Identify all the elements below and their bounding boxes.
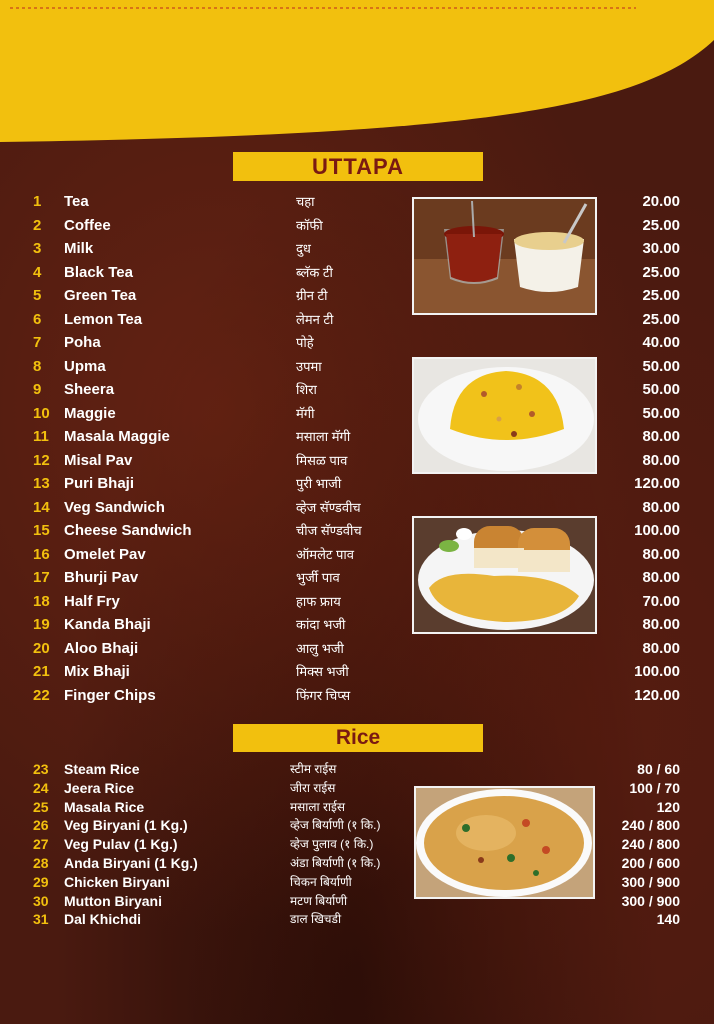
menu-item-row (0, 613, 714, 636)
menu-item-number: 20 (33, 639, 50, 657)
menu-item-name-marathi: भुर्जी पाव (296, 570, 340, 585)
menu-item-price: 50.00 (642, 381, 680, 398)
menu-item-name: Chicken Biryani (64, 873, 170, 890)
menu-item-price: 50.00 (642, 357, 680, 375)
menu-item-row (0, 190, 714, 213)
menu-item-number: 3 (33, 240, 42, 257)
menu-item-name: Tea (64, 193, 89, 210)
section-title-rice: Rice (233, 724, 483, 752)
menu-item-name: Maggie (64, 404, 116, 422)
menu-item-name-marathi: पोहे (296, 335, 314, 350)
menu-item-name: Misal Pav (64, 451, 133, 469)
menu-item-name-marathi: कॉफी (296, 217, 323, 233)
menu-item-price: 80.00 (642, 569, 680, 586)
menu-item-row (0, 873, 714, 892)
menu-item-name: Veg Sandwich (64, 498, 165, 516)
menu-item-row (0, 543, 714, 566)
menu-item-row (0, 779, 714, 798)
menu-item-row (0, 816, 714, 835)
menu-item-price: 240 / 800 (621, 817, 680, 834)
menu-item-row (0, 760, 714, 779)
menu-item-number: 19 (33, 616, 50, 633)
menu-item-price: 25.00 (642, 287, 680, 304)
menu-item-name-marathi: मसाला मॅगी (296, 429, 351, 444)
menu-item-name: Bhurji Pav (64, 569, 139, 586)
menu-item-name-marathi: ऑमलेट पाव (296, 546, 355, 562)
menu-item-number: 26 (33, 817, 49, 834)
menu-item-name-marathi: व्हेज पुलाव (१ कि.) (290, 837, 374, 852)
menu-item-number: 22 (33, 686, 50, 704)
menu-item-row (0, 496, 714, 519)
menu-item-row (0, 308, 714, 331)
menu-item-number: 12 (33, 451, 50, 469)
menu-item-price: 120.00 (634, 475, 680, 492)
menu-item-price: 70.00 (642, 592, 680, 610)
menu-item-price: 25.00 (642, 263, 680, 281)
menu-item-number: 6 (33, 310, 42, 328)
menu-item-name: Dal Khichdi (64, 911, 142, 928)
menu-item-number: 23 (33, 761, 49, 777)
menu-item-name-marathi: फिंगर चिप्स (296, 687, 351, 703)
menu-item-name-marathi: दुध (296, 241, 311, 256)
menu-item-name-marathi: व्हेज सॅण्डवीच (296, 499, 361, 515)
menu-item-row (0, 378, 714, 401)
menu-item-name-marathi: स्टीम राईस (290, 762, 337, 776)
menu-item-row (0, 566, 714, 589)
menu-item-row (0, 910, 714, 929)
menu-item-name: Upma (64, 357, 106, 375)
menu-item-number: 7 (33, 334, 42, 351)
menu-item-name: Finger Chips (64, 686, 156, 704)
menu-item-price: 30.00 (642, 240, 680, 257)
menu-item-price: 120 (656, 798, 680, 815)
menu-item-price: 20.00 (642, 193, 680, 210)
menu-item-row (0, 284, 714, 307)
menu-item-name-marathi: चिकन बिर्याणी (290, 874, 352, 889)
menu-item-number: 17 (33, 569, 50, 586)
menu-item-price: 100.00 (634, 522, 680, 539)
menu-item-row (0, 798, 714, 817)
menu-item-price: 300 / 900 (621, 873, 680, 890)
menu-item-number: 24 (33, 779, 49, 796)
menu-item-name-marathi: जीरा राईस (290, 780, 336, 795)
menu-item-name-marathi: ब्लॅक टी (296, 264, 333, 280)
menu-item-name: Masala Rice (64, 798, 145, 815)
menu-item-price: 100.00 (634, 663, 680, 680)
menu-item-name: Sheera (64, 381, 115, 398)
menu-item-row (0, 892, 714, 911)
menu-item-price: 40.00 (642, 334, 680, 351)
menu-item-name: Jeera Rice (64, 779, 135, 796)
menu-item-name-marathi: लेमन टी (296, 311, 334, 327)
menu-item-row (0, 355, 714, 378)
sheera-photo (412, 357, 597, 474)
menu-item-name: Steam Rice (64, 761, 140, 777)
menu-item-price: 80.00 (642, 616, 680, 633)
menu-item-number: 4 (33, 263, 42, 281)
menu-item-name-marathi: मटण बिर्याणी (290, 893, 348, 908)
menu-item-name-marathi: मिक्स भजी (296, 664, 349, 679)
menu-item-number: 2 (33, 216, 42, 234)
menu-item-name: Mix Bhaji (64, 663, 130, 680)
menu-item-row (0, 214, 714, 237)
menu-item-name: Aloo Bhaji (64, 639, 139, 657)
menu-item-row (0, 835, 714, 854)
menu-item-name-marathi: ग्रीन टी (296, 288, 328, 303)
menu-item-name: Masala Maggie (64, 428, 170, 445)
menu-item-number: 27 (33, 836, 49, 853)
menu-item-number: 9 (33, 381, 42, 398)
menu-item-name: Coffee (64, 216, 111, 234)
menu-item-number: 15 (33, 522, 50, 539)
menu-item-row (0, 449, 714, 472)
menu-item-number: 31 (33, 911, 49, 928)
menu-item-row (0, 261, 714, 284)
menu-item-price: 80.00 (642, 451, 680, 469)
menu-item-number: 5 (33, 287, 42, 304)
menu-item-number: 25 (33, 798, 49, 815)
menu-item-price: 300 / 900 (621, 892, 680, 909)
menu-item-row (0, 637, 714, 660)
section-title-uttapa: UTTAPA (233, 152, 483, 181)
menu-item-row (0, 472, 714, 495)
menu-item-name: Mutton Biryani (64, 892, 162, 909)
menu-item-row (0, 402, 714, 425)
menu-item-number: 30 (33, 892, 49, 909)
menu-item-name-marathi: मॅगी (296, 405, 315, 421)
menu-item-row (0, 590, 714, 613)
menu-item-name: Black Tea (64, 263, 133, 281)
menu-item-number: 21 (33, 663, 50, 680)
menu-item-price: 120.00 (634, 686, 680, 704)
menu-item-name: Anda Biryani (1 Kg.) (64, 855, 198, 871)
menu-item-number: 29 (33, 873, 49, 890)
menu-item-name-marathi: कांदा भजी (296, 617, 346, 632)
menu-item-price: 25.00 (642, 310, 680, 328)
menu-item-name: Veg Pulav (1 Kg.) (64, 836, 178, 853)
menu-item-number: 8 (33, 357, 42, 375)
menu-item-price: 100 / 70 (629, 779, 680, 796)
menu-item-price: 80.00 (642, 545, 680, 563)
menu-item-price: 140 (656, 911, 680, 928)
menu-item-name-marathi: अंडा बिर्याणी (१ कि.) (290, 856, 381, 870)
menu-item-row (0, 684, 714, 707)
menu-item-name-marathi: पुरी भाजी (296, 476, 342, 491)
menu-item-name: Cheese Sandwich (64, 522, 192, 539)
menu-item-name-marathi: शिरा (296, 382, 317, 397)
menu-item-price: 240 / 800 (621, 836, 680, 853)
menu-item-number: 16 (33, 545, 50, 563)
menu-item-name: Puri Bhaji (64, 475, 135, 492)
menu-item-price: 50.00 (642, 404, 680, 422)
tea-and-coffee-photo (412, 197, 597, 315)
menu-item-name: Half Fry (64, 592, 120, 610)
menu-item-name: Lemon Tea (64, 310, 143, 328)
menu-item-name: Veg Biryani (1 Kg.) (64, 817, 188, 834)
menu-item-name-marathi: मिसळ पाव (296, 452, 348, 468)
menu-item-name-marathi: चहा (296, 194, 315, 209)
menu-item-row (0, 425, 714, 448)
menu-item-name: Milk (64, 240, 94, 257)
omelet-pav-photo (412, 516, 597, 634)
menu-item-name-marathi: डाल खिचडी (290, 912, 342, 927)
menu-item-price: 80.00 (642, 498, 680, 516)
menu-item-number: 18 (33, 592, 50, 610)
menu-item-name: Poha (64, 334, 101, 351)
menu-item-row (0, 237, 714, 260)
menu-item-price: 80.00 (642, 428, 680, 445)
menu-item-price: 80.00 (642, 639, 680, 657)
menu-item-name-marathi: उपमा (296, 358, 322, 374)
menu-item-number: 1 (33, 193, 42, 210)
menu-item-name: Green Tea (64, 287, 137, 304)
menu-item-price: 80 / 60 (637, 761, 680, 777)
menu-item-name: Omelet Pav (64, 545, 146, 563)
menu-item-price: 25.00 (642, 216, 680, 234)
menu-item-row (0, 854, 714, 873)
menu-item-name-marathi: चीज सॅण्डवीच (296, 523, 362, 538)
menu-item-row (0, 519, 714, 542)
menu-item-name-marathi: हाफ फ्राय (296, 593, 341, 609)
menu-item-number: 28 (33, 855, 49, 871)
menu-item-name-marathi: आलु भजी (296, 640, 344, 656)
menu-item-name-marathi: व्हेज बिर्याणी (१ कि.) (290, 818, 381, 833)
menu-item-name-marathi: मसाला राईस (290, 799, 345, 814)
menu-item-price: 200 / 600 (621, 855, 680, 871)
header-banner (0, 0, 714, 150)
menu-item-number: 13 (33, 475, 50, 492)
menu-item-number: 14 (33, 498, 50, 516)
menu-item-name: Kanda Bhaji (64, 616, 151, 633)
menu-item-row (0, 331, 714, 354)
menu-item-number: 11 (33, 428, 49, 445)
menu-item-row (0, 660, 714, 683)
menu-item-number: 10 (33, 404, 50, 422)
